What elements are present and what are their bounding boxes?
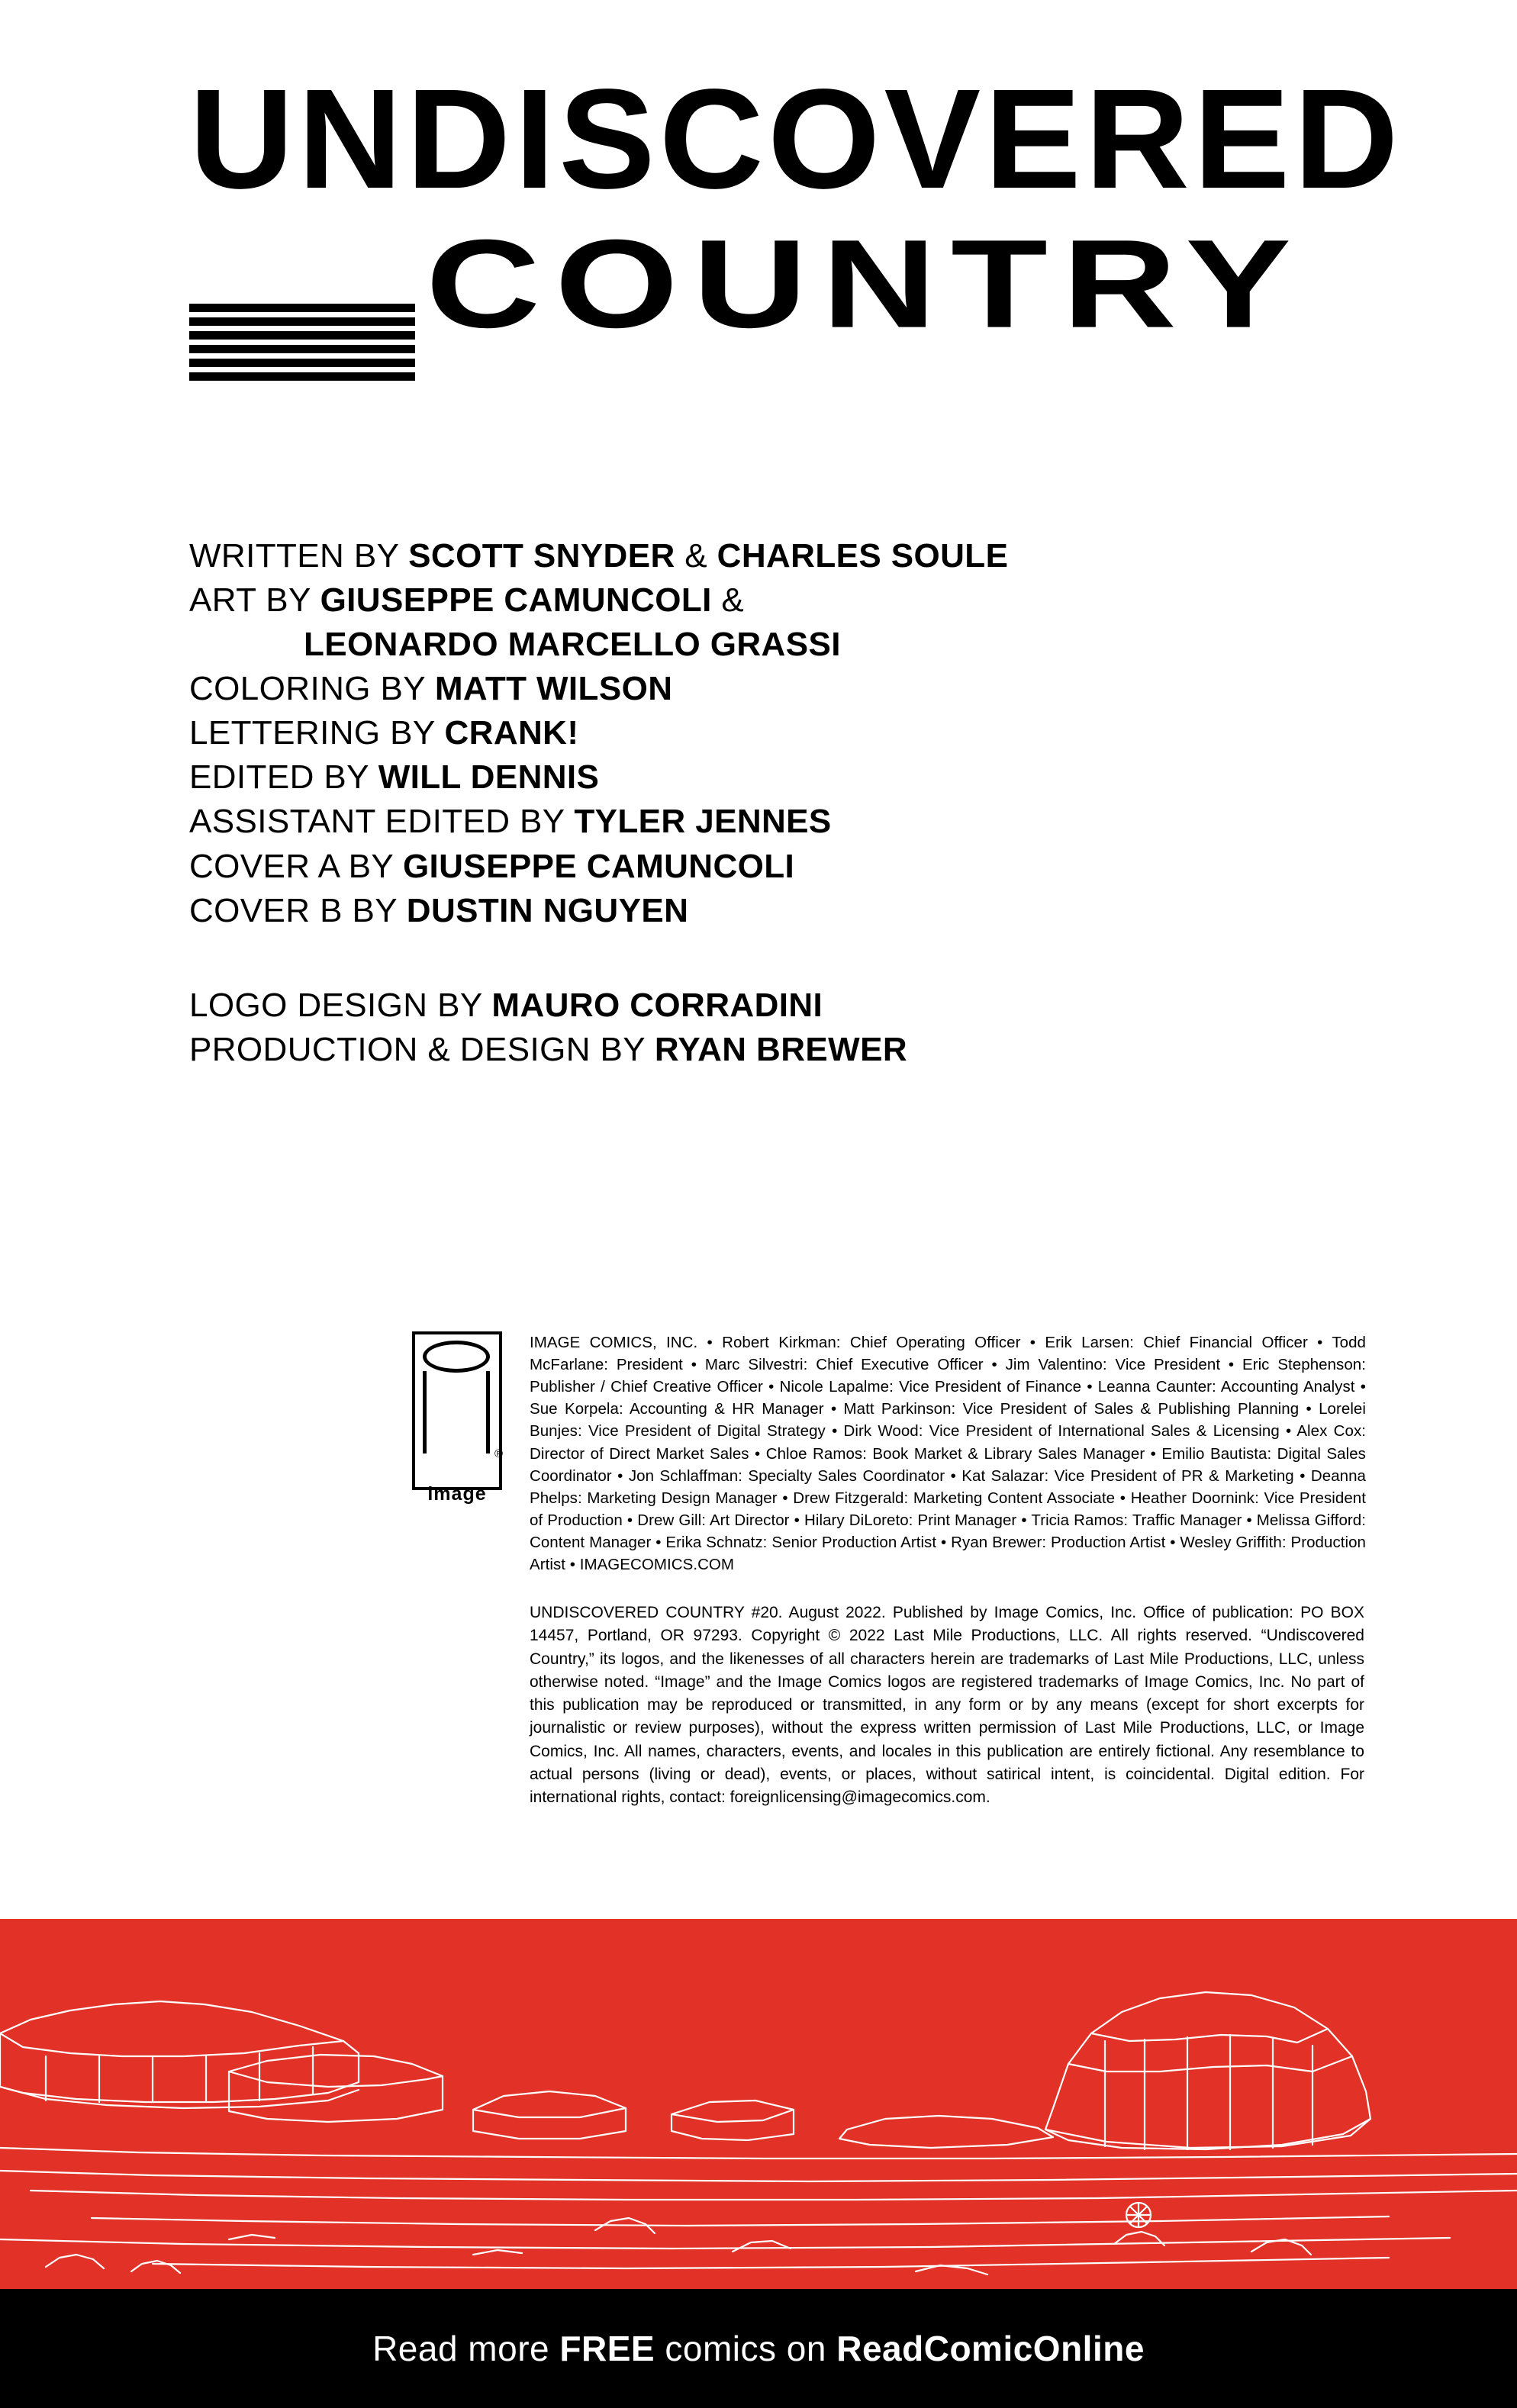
footer-site-name: ReadComicOnline xyxy=(836,2329,1145,2368)
credit-line xyxy=(189,755,1334,800)
credit-sep: & xyxy=(675,537,717,575)
credit-prefix: WRITTEN BY xyxy=(189,537,409,575)
desert-landscape-art xyxy=(0,1919,1517,2289)
credit-name: RYAN BREWER xyxy=(654,1030,908,1068)
credit-name: GIUSEPPE CAMUNCOLI xyxy=(320,581,712,620)
credits-spacer xyxy=(189,933,1334,983)
credit-line xyxy=(189,845,1334,889)
credit-prefix: COLORING BY xyxy=(189,670,435,708)
credit-sep: & xyxy=(711,581,745,620)
logo-bottom-row xyxy=(189,213,1469,389)
footer-banner[interactable] xyxy=(0,2289,1517,2408)
image-logo-word: image xyxy=(427,1483,487,1505)
flag-stripes-icon xyxy=(189,304,415,386)
credit-name: WILL DENNIS xyxy=(378,758,600,797)
footer-text-part-2: comics on xyxy=(655,2329,837,2368)
logo-title-top: UNDISCOVERED xyxy=(189,60,1403,218)
credit-prefix: COVER A BY xyxy=(189,847,403,885)
credit-line-secondary xyxy=(189,1028,1334,1072)
indicia-block xyxy=(412,1331,1366,1809)
credit-line xyxy=(189,578,1334,623)
credit-prefix: ASSISTANT EDITED BY xyxy=(189,803,575,841)
credit-name: SCOTT SNYDER xyxy=(408,537,675,575)
credit-prefix: ART BY xyxy=(189,581,320,620)
credit-line xyxy=(189,534,1334,578)
credit-prefix: LOGO DESIGN BY xyxy=(189,986,492,1024)
credit-line xyxy=(189,711,1334,755)
credit-line xyxy=(189,800,1334,844)
credit-name: GIUSEPPE CAMUNCOLI xyxy=(402,847,795,885)
logo-title-bottom: COUNTRY xyxy=(426,213,1306,354)
footer-text-free: FREE xyxy=(559,2329,655,2368)
credit-line xyxy=(189,667,1334,711)
credit-name: TYLER JENNES xyxy=(574,803,832,841)
credit-name: DUSTIN NGUYEN xyxy=(406,891,689,929)
credit-prefix: COVER B BY xyxy=(189,891,407,929)
flag-stars-icon: ★ ★ ★ ★ ★ ★ ★ ★ ★ ★ xyxy=(1323,238,1469,363)
credit-name: MAURO CORRADINI xyxy=(491,986,823,1024)
credit-line-secondary xyxy=(189,983,1334,1028)
image-comics-logo-icon: ® image xyxy=(412,1331,510,1515)
footer-text-part-1: Read more xyxy=(372,2329,560,2368)
credit-line xyxy=(189,623,1334,667)
legal-copyright-text: UNDISCOVERED COUNTRY #20. August 2022. Published by Image Comics, Inc. Office of publication: PO BOX 14457, Portland, OR 97293. Copyright © 2022 Last Mile Productions, LLC. All rights reserved. “Undiscovered Country,” its logos, and the likenesses of all characters herein are trademarks of Last Mile Productions, LLC, unless otherwise noted. “Image” and the Image Comics logos are registered trademarks of Image Comics, Inc. No part of this publication may be reproduced or transmitted, in any form or by any means (except for short excerpts for journalistic or review purposes), without the express written permission of Last Mile Productions, LLC, or Image Comics, Inc. All names, characters, events, and locales in this publication are entirely fictional. Any resemblance to actual persons (living or dead), events, or places, without satirical intent, is coincidental. Digital edition. For international rights, contact: foreignlicensing@imagecomics.com. xyxy=(530,1604,1364,1807)
credit-name: MATT WILSON xyxy=(434,670,673,708)
credit-prefix: LETTERING BY xyxy=(189,714,445,752)
landscape-line-drawing xyxy=(0,1919,1517,2289)
footer-promo-text xyxy=(372,2328,1145,2369)
image-comics-staff-text: IMAGE COMICS, INC. • Robert Kirkman: Chief Operating Officer • Erik Larsen: Chief Financial Officer • Todd McFarlane: President • Marc Silvestri: Chief Executive Officer • Jim Valentino: Vice President • Eric Stephenson: Publisher / Chief Creative Officer • Nicole Lapalme: Vice President of Finance • Leanna Caunter: Accounting Analyst • Sue Korpela: Accounting & HR Manager • Matt Parkinson: Vice President of Sales & Publishing Planning • Lorelei Bunjes: Vice President of Digital Strategy • Dirk Wood: Vice President of International Sales & Licensing • Alex Cox: Director of Direct Market Sales • Chloe Ramos: Book Market & Library Sales Manager • Emilio Bautista: Digital Sales Coordinator • Jon Schlaffman: Specialty Sales Coordinator • Kat Salazar: Vice President of PR & Marketing • Deanna Phelps: Marketing Design Manager • Drew Fitzgerald: Marketing Content Associate • Heather Doornink: Vice President of Production • Drew Gill: Art Director • Hilary DiLoreto: Print Manager • Tricia Ramos: Traffic Manager • Melissa Gifford: Content Manager • Erika Schnatz: Senior Production Artist • Ryan Brewer: Production Artist • Wesley Griffith: Production Artist • IMAGECOMICS.COM xyxy=(530,1334,1366,1574)
credit-name-2: CHARLES SOULE xyxy=(717,537,1009,575)
credit-name: LEONARDO MARCELLO GRASSI xyxy=(304,626,841,664)
credits-block xyxy=(189,534,1334,1072)
credit-name: CRANK! xyxy=(444,714,579,752)
series-logo xyxy=(0,60,1517,450)
credit-prefix: EDITED BY xyxy=(189,758,378,797)
credit-line xyxy=(189,889,1334,933)
credit-prefix: PRODUCTION & DESIGN BY xyxy=(189,1030,655,1068)
